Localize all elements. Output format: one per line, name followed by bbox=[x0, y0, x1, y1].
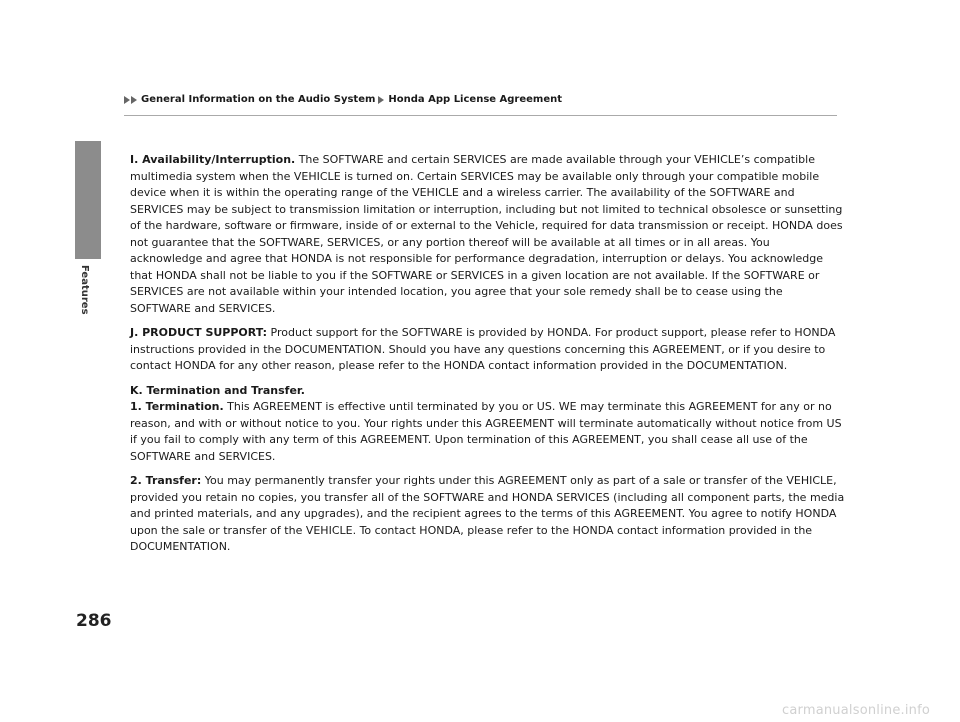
arrow-icon bbox=[131, 96, 137, 104]
paragraph-heading: I. Availability/Interruption. bbox=[130, 153, 296, 166]
paragraph-text: You may permanently transfer your rights under this AGREEMENT only as part of a sale or transfer of the VEHICLE, provided you retain no copies, you transfer all of the SOFTWARE and HONDA SERVICES (including all component parts, the media and printed materials, and any upgrades), and the recipient agrees to the terms of this AGREEMENT. You agree to notify HONDA upon the sale or transfer of the VEHICLE. To contact HONDA, please refer to the HONDA contact information provided in the DOCUMENTATION. bbox=[130, 474, 845, 553]
section-title: K. Termination and Transfer. bbox=[130, 383, 305, 397]
paragraph-text: Product support for the SOFTWARE is provided by HONDA. For product support, please refer to HONDA instructions provided in the DOCUMENTATION. Should you have any questions concerning this AGREEMENT, or if you desire to contact HONDA for any other reason, please refer to the HONDA contact information provided in the DOCUMENTATION. bbox=[130, 326, 836, 372]
watermark: carmanualsonline.info bbox=[782, 703, 931, 718]
paragraph-heading: 2. Transfer: bbox=[130, 474, 202, 487]
breadcrumb-item[interactable]: General Information on the Audio System bbox=[141, 94, 376, 105]
breadcrumb bbox=[124, 94, 562, 105]
paragraph bbox=[130, 152, 845, 317]
breadcrumb-item[interactable]: Honda App License Agreement bbox=[388, 94, 563, 105]
header-divider bbox=[124, 115, 837, 116]
page-number: 286 bbox=[76, 611, 112, 631]
document-body bbox=[130, 152, 845, 564]
arrow-icon bbox=[124, 96, 130, 104]
section-label: Features bbox=[79, 265, 90, 315]
paragraph-heading: J. PRODUCT SUPPORT: bbox=[130, 326, 268, 339]
paragraph bbox=[130, 383, 845, 466]
paragraph-text: The SOFTWARE and certain SERVICES are made available through your VEHICLE’s compatible multimedia system when the VEHICLE is turned on. Certain SERVICES may be available only through your compatible mobile device when it is within the operating range of the VEHICLE and a wireless carrier. The availability of the SOFTWARE and SERVICES may be subject to transmission limitation or interruption, including but not limited to technical obsolesce or sunsetting of the hardware, software or firmware, inside of or external to the Vehicle, required for data transmission or receipt. HONDA does not guarantee that the SOFTWARE, SERVICES, or any portion thereof will be available at all times or in all areas. You acknowledge and agree that HONDA is not responsible for performance degradation, interruption or delays. You acknowledge that HONDA shall not be liable to you if the SOFTWARE or SERVICES in a given location are not available. If the SOFTWARE or SERVICES are not available within your intended location, you agree that your sole remedy shall be to cease using the SOFTWARE and SERVICES. bbox=[130, 153, 843, 315]
paragraph bbox=[130, 325, 845, 375]
paragraph-heading: 1. Termination. bbox=[130, 400, 224, 413]
paragraph bbox=[130, 473, 845, 556]
paragraph-text: This AGREEMENT is effective until terminated by you or US. WE may terminate this AGREEMENT for any or no reason, and with or without notice to you. Your rights under this AGREEMENT will terminate automatically without notice from US if you fail to comply with any term of this AGREEMENT. Upon termination of this AGREEMENT, you shall cease all use of the SOFTWARE and SERVICES. bbox=[130, 400, 842, 463]
arrow-icon bbox=[378, 96, 384, 104]
section-tab bbox=[75, 141, 101, 259]
